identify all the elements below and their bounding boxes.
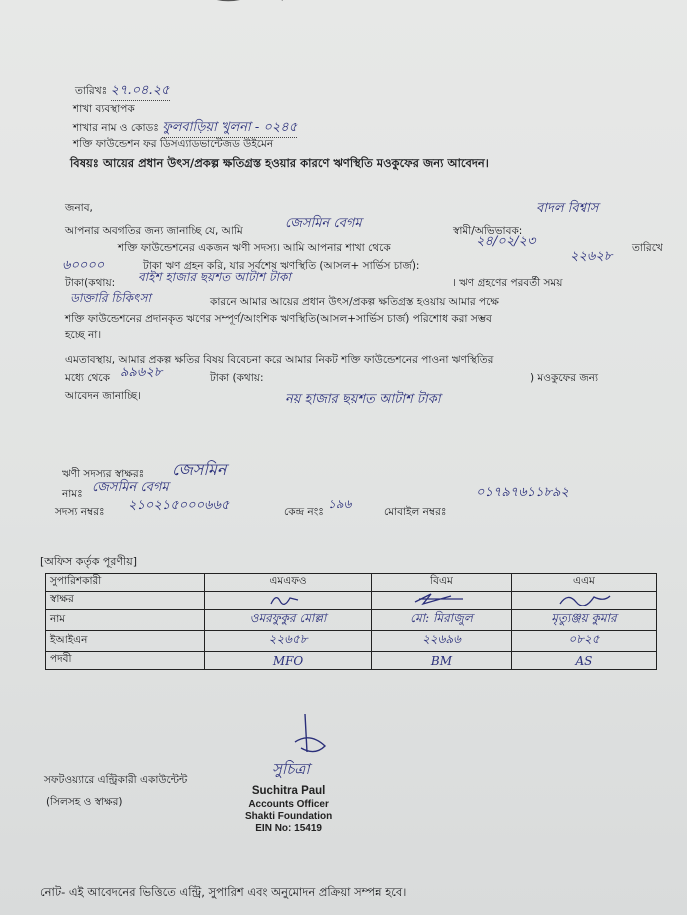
table-cell: BM	[372, 652, 512, 670]
entry-label-line2: (সিলসহ ও স্বাক্ষর)	[46, 796, 123, 808]
member-number-handwritten: ২১০২১৫০০০৬৬৫	[128, 498, 230, 513]
table-cell: AS	[511, 652, 656, 670]
column-header: বিএম	[372, 574, 512, 592]
signature-cell	[205, 592, 372, 610]
row-label: ইআইএন	[46, 631, 205, 652]
outstanding-amount-handwritten: ২২৬২৮	[570, 249, 613, 264]
member-signature-label: ঋণী সদস্যর স্বাক্ষরঃ	[62, 468, 145, 480]
center-number-label: কেন্দ্র নংঃ	[284, 506, 324, 518]
table-row	[46, 592, 657, 610]
signature-scribble	[554, 592, 614, 606]
waive-words-handwritten: নয় হাজার ছয়শত আটাশ টাকা	[285, 392, 441, 407]
loan-date-handwritten: ২৪/০২/২৩	[476, 234, 536, 249]
table-row	[46, 610, 657, 631]
seal-ein: EIN No: 15419	[255, 822, 322, 834]
table-row	[46, 631, 657, 652]
outstanding-words-handwritten: বাইশ হাজার ছয়শত আটাশ টাকা	[138, 270, 291, 284]
seal-name: Suchitra Paul	[251, 785, 326, 797]
mobile-label: মোবাইল নম্বরঃ	[384, 506, 447, 518]
organization-line: শক্তি ফাউন্ডেশন ফর ডিসএ্যাডভান্টেজড উইমেন	[73, 138, 274, 150]
para1-text-c: শক্তি ফাউন্ডেশনের একজন ঋণী সদস্য। আমি আপনার শাখা থেকে	[118, 242, 391, 254]
para1-text-b: স্বামী/অভিভাবক:	[453, 225, 523, 237]
para2-text-e: আবেদন জানাচ্ছি।	[65, 390, 141, 402]
row-label: স্বাক্ষর	[46, 592, 205, 610]
reason-handwritten: ডাক্তারি চিকিৎসা	[70, 291, 151, 305]
branch-line	[73, 119, 297, 138]
table-cell: ওমরফুকুর মোল্লা	[205, 610, 372, 631]
row-label: পদবী	[46, 652, 205, 670]
recipient-line: শাখা ব্যবস্থাপক	[73, 103, 135, 115]
para1-text-f: টাকা(কথায়:	[65, 277, 116, 289]
table-cell: ২২৬৫৮	[205, 631, 372, 652]
signature-cell	[511, 592, 656, 610]
para2-text-c: টাকা (কথায়:	[210, 372, 264, 384]
member-signature-handwritten: জেসমিন	[172, 460, 227, 479]
table-cell: মৃত্যুঞ্জয় কুমার	[511, 610, 656, 631]
mobile-handwritten: ০১৭৯৭৬১১৮৯২	[476, 485, 569, 500]
signature-cell	[372, 592, 512, 610]
table-cell: মো: মিরাজুল	[372, 610, 512, 631]
para1-text-g: । ঋণ গ্রহণের পরবর্তী সময়	[452, 277, 563, 289]
seal-title: Accounts Officer	[248, 798, 329, 810]
office-section-title: [অফিস কর্তৃক পূরণীয়]	[40, 555, 137, 568]
office-table	[45, 573, 657, 670]
subject-line: বিষয়ঃ আয়ের প্রধান উৎস/প্রকল্প ক্ষতিগ্রস্ত হওয়ার কারণে ঋণস্থিতি মওকুফের জন্য আবেদন।	[70, 156, 489, 170]
para1-text-j: হচ্ছে না।	[65, 329, 102, 341]
para2-text-a: এমতাবস্থায়, আমার প্রকল্প ক্ষতির বিষয় বিবেচনা করে আমার নিকট শক্তি ফাউন্ডেশনের পাওনা ঋণস্থিতির	[65, 354, 494, 366]
salutation: জনাব,	[65, 202, 93, 214]
accountant-signature-scribble	[285, 712, 340, 762]
table-row	[46, 652, 657, 670]
waive-amount-handwritten: ৯৯৬২৮	[120, 365, 163, 380]
center-number-handwritten: ১৯৬	[328, 497, 352, 511]
loan-amount-handwritten: ৬০০০০	[62, 258, 105, 273]
entry-label-line1: সফটওয়্যারে এন্ট্রিকারী একাউন্টেন্ট	[44, 774, 188, 786]
date-label: তারিখঃ	[75, 85, 108, 97]
accountant-seal	[245, 785, 332, 835]
para2-text-b: মধ্যে থেকে	[65, 372, 110, 384]
branch-value: ফুলবাড়িয়া খুলনা - ০২৪৫	[162, 119, 297, 138]
row-label: নাম	[46, 610, 205, 631]
date-value: ২৭.০৪.২৫	[111, 82, 170, 101]
table-cell: MFO	[205, 652, 372, 670]
column-header: এএম	[511, 574, 656, 592]
para1-text-i: শক্তি ফাউন্ডেশনের প্রদানকৃত ঋণের সম্পূর্ণ/আংশিক ঋণস্থিতি(আসল+সার্ভিস চার্জ) পরিশোধ করা সম্ভব	[65, 313, 492, 325]
guardian-name-handwritten: বাদল বিশ্বাস	[536, 201, 599, 216]
member-name-handwritten: জেসমিন বেগম	[92, 480, 169, 495]
signature-scribble	[411, 592, 471, 606]
para2-text-d: ) মওকুফের জন্য	[530, 372, 599, 384]
para1-text-e: টাকা ঋণ গ্রহন করি, যার সর্বশেষ ঋণস্থিতি (আসল+ সার্ভিস চার্জ):	[143, 260, 420, 272]
branch-label: শাখার নাম ও কোডঃ	[73, 122, 159, 134]
top-edge-scribble	[205, 0, 285, 8]
para1-text-d: তারিখে	[632, 242, 663, 254]
member-number-label: সদস্য নম্বরঃ	[55, 506, 105, 518]
table-cell: ২২৬৯৬	[372, 631, 512, 652]
seal-organization: Shakti Foundation	[245, 810, 333, 822]
date-line	[75, 82, 170, 101]
footer-note: নোট- এই আবেদনের ভিত্তিতে এন্ট্রি, সুপারিশ এবং অনুমোদন প্রক্রিয়া সম্পন্ন হবে।	[40, 885, 407, 899]
table-cell: ০৮২৫	[511, 631, 656, 652]
column-header: সুপারিশকারী	[46, 574, 205, 592]
para1-text-a: আপনার অবগতির জন্য জানাচ্ছি যে, আমি	[65, 225, 243, 237]
signature-scribble	[268, 592, 308, 606]
member-name-label: নামঃ	[62, 488, 83, 500]
accountant-signature-handwritten: সুচিত্রা	[272, 760, 310, 778]
office-table-header	[46, 574, 657, 592]
borrower-name-handwritten: জেসমিন বেগম	[285, 216, 362, 231]
para1-text-h: কারনে আমার আয়ের প্রধান উৎস/প্রকল্প ক্ষতিগ্রস্ত হওয়ায় আমার পক্ষে	[210, 296, 499, 308]
column-header: এমএফও	[205, 574, 372, 592]
